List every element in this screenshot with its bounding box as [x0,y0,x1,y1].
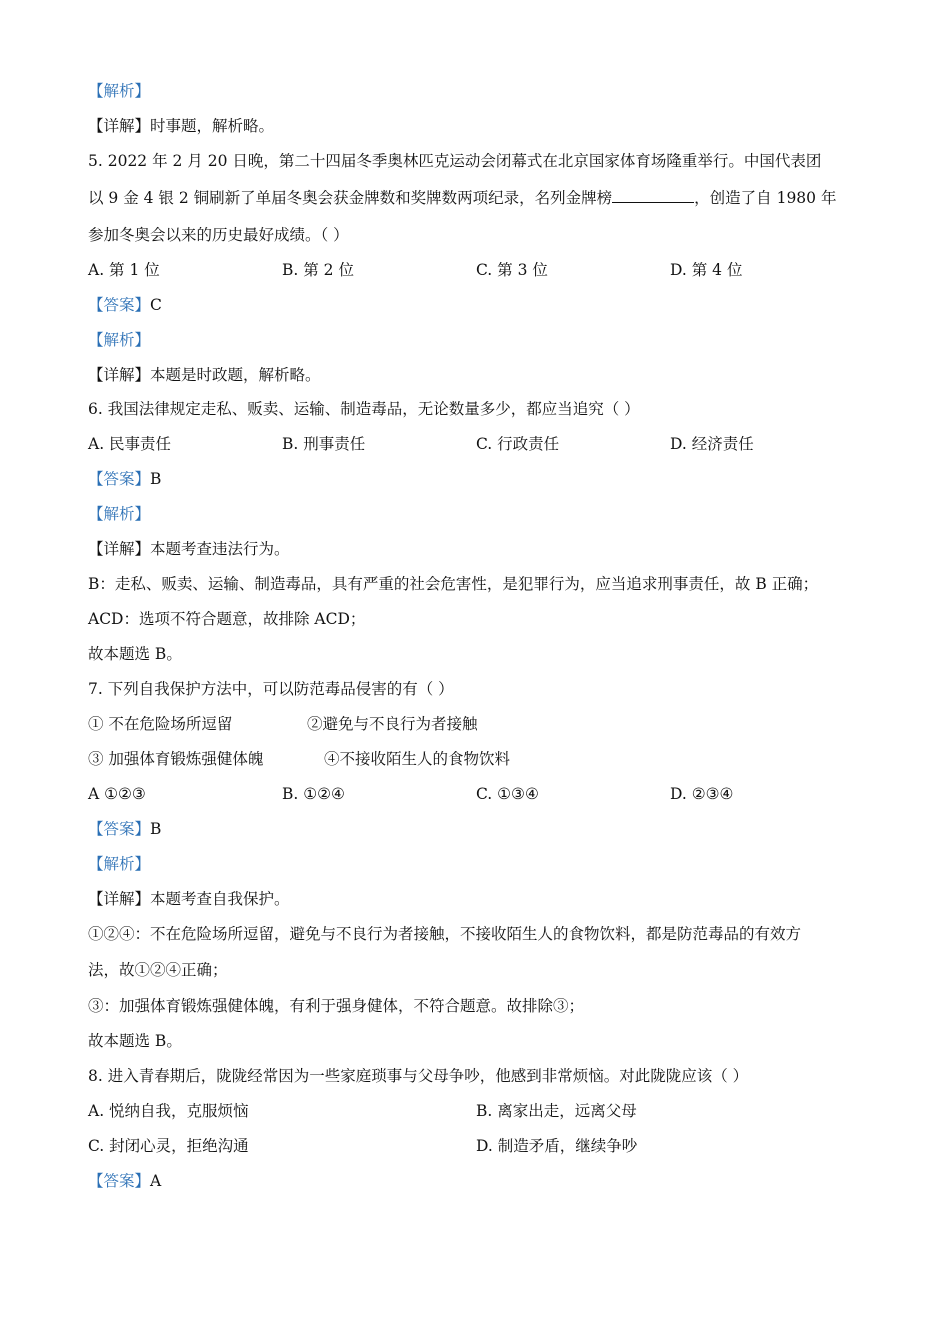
q5-option-d: D. 第 4 位 [670,261,743,279]
q7-option-a: A ①②③ [88,785,146,803]
q8-stem: 8. 进入青春期后，陇陇经常因为一些家庭琐事与父母争吵，他感到非常烦恼。对此陇陇应该（ ） [88,1067,749,1085]
q5-stem-line-3: 参加冬奥会以来的历史最好成绩。（ ） [88,226,349,244]
q6-detail-text: 本题考查违法行为。 [150,540,290,558]
q6-detail-line [88,539,290,559]
q7-answer: B [150,820,162,838]
detail-tag: 【详解】 [88,540,151,558]
q5-answer-blank [612,188,694,203]
q5-detail-text: 本题是时政题，解析略。 [150,366,321,384]
q7-detail-line [88,889,290,909]
q7-option-b: B. ①②④ [282,785,345,803]
answer-tag: 【答案】 [88,470,151,488]
analysis-tag: 【解析】 [88,505,151,523]
q5-option-c: C. 第 3 位 [476,261,548,279]
q7-explanation-1: ①②④：不在危险场所逗留，避免与不良行为者接触，不接收陌生人的食物饮料，都是防范毒品的有效方 [88,925,802,943]
analysis-tag: 【解析】 [88,82,151,100]
q8-option-b: B. 离家出走，远离父母 [476,1102,637,1120]
q8-option-d: D. 制造矛盾，继续争吵 [476,1137,638,1155]
q5-option-b: B. 第 2 位 [282,261,354,279]
q7-statement-3: ③ 加强体育锻炼强健体魄 [88,750,264,768]
q5-stem-text-b: ，创造了自 1980 年 [694,189,837,207]
q8-option-c: C. 封闭心灵，拒绝沟通 [88,1137,249,1155]
q6-option-c: C. 行政责任 [476,435,560,453]
detail-line [88,116,274,136]
q7-answer-line [88,819,161,839]
q5-detail-line [88,365,321,385]
answer-tag: 【答案】 [88,296,151,314]
detail-tag: 【详解】 [88,366,151,384]
q6-answer-line [88,469,161,489]
q5-option-a: A. 第 1 位 [88,261,160,279]
analysis-tag: 【解析】 [88,855,151,873]
q6-explanation-1: B：走私、贩卖、运输、制造毒品，具有严重的社会危害性，是犯罪行为，应当追求刑事责任，故 B 正确； [88,575,819,593]
q6-option-a: A. 民事责任 [88,435,172,453]
q6-option-b: B. 刑事责任 [282,435,366,453]
q7-explanation-4: 故本题选 B。 [88,1032,182,1050]
q7-statement-2: ②避免与不良行为者接触 [307,715,478,733]
q5-answer: C [150,296,162,314]
answer-tag: 【答案】 [88,1172,151,1190]
q7-option-d: D. ②③④ [670,785,734,803]
q8-option-a: A. 悦纳自我，克服烦恼 [88,1102,249,1120]
q6-stem: 6. 我国法律规定走私、贩卖、运输、制造毒品，无论数量多少，都应当追究（ ） [88,400,640,418]
detail-text: 时事题，解析略。 [150,117,275,135]
detail-tag: 【详解】 [88,117,151,135]
q6-explanation-2: ACD：选项不符合题意，故排除 ACD； [88,610,366,628]
q5-answer-line [88,295,162,315]
q7-explanation-2: 法，故①②④正确； [88,961,228,979]
q7-detail-text: 本题考查自我保护。 [150,890,290,908]
q8-answer-line [88,1171,161,1191]
q7-statement-4: ④不接收陌生人的食物饮料 [324,750,511,768]
q7-option-c: C. ①③④ [476,785,539,803]
q6-answer: B [150,470,162,488]
analysis-tag: 【解析】 [88,331,151,349]
q5-stem-text-a: 以 9 金 4 银 2 铜刷新了单届冬奥会获金牌数和奖牌数两项纪录，名列金牌榜 [88,189,613,207]
q6-explanation-3: 故本题选 B。 [88,645,182,663]
q8-answer: A [150,1172,162,1190]
q7-stem: 7. 下列自我保护方法中，可以防范毒品侵害的有（ ） [88,680,454,698]
answer-tag: 【答案】 [88,820,151,838]
q5-stem-line-1: 5. 2022 年 2 月 20 日晚，第二十四届冬季奥林匹克运动会闭幕式在北京国家体育场隆重举行。中国代表团 [88,152,822,170]
q7-statement-1: ① 不在危险场所逗留 [88,715,233,733]
q7-explanation-3: ③：加强体育锻炼强健体魄，有利于强身健体，不符合题意。故排除③； [88,997,585,1015]
detail-tag: 【详解】 [88,890,151,908]
q6-option-d: D. 经济责任 [670,435,754,453]
q5-stem-line-2 [88,188,836,208]
